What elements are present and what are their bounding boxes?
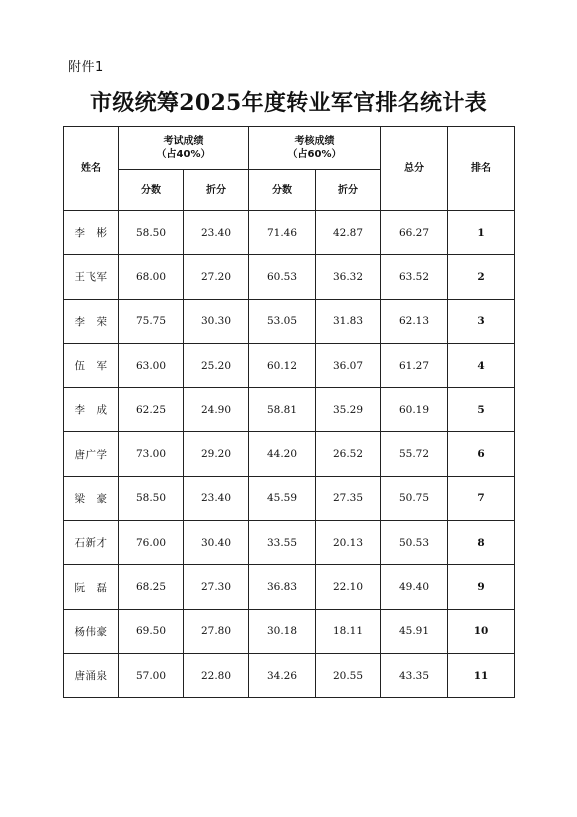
exam-weighted-cell: 27.20 [184,255,249,299]
rank-cell: 6 [448,432,515,476]
exam-score-cell: 76.00 [119,521,184,565]
exam-weighted-cell: 30.40 [184,521,249,565]
name-cell: 梁 豪 [64,476,119,520]
exam-weighted-cell: 29.20 [184,432,249,476]
table-row [64,521,515,565]
assess-score-cell: 30.18 [249,609,316,653]
exam-score-cell: 63.00 [119,343,184,387]
assess-score-cell: 36.83 [249,565,316,609]
exam-score-cell: 75.75 [119,299,184,343]
table-row [64,565,515,609]
assess-weighted-cell: 22.10 [316,565,381,609]
name-cell: 王飞军 [64,255,119,299]
table-row [64,653,515,697]
exam-weighted-cell: 24.90 [184,388,249,432]
rank-cell: 2 [448,255,515,299]
rank-cell: 4 [448,343,515,387]
rank-cell: 5 [448,388,515,432]
total-cell: 55.72 [381,432,448,476]
table-row [64,255,515,299]
total-cell: 43.35 [381,653,448,697]
assess-score-cell: 58.81 [249,388,316,432]
total-cell: 50.53 [381,521,448,565]
exam-weighted-cell: 30.30 [184,299,249,343]
exam-weighted-cell: 25.20 [184,343,249,387]
table-row [64,211,515,255]
assess-weighted-cell: 18.11 [316,609,381,653]
header-exam-weighted: 折分 [184,170,249,211]
assess-score-cell: 60.12 [249,343,316,387]
page-title: 市级统筹2025年度转业军官排名统计表 [90,90,487,116]
header-rank: 排名 [448,127,515,211]
exam-weighted-cell: 23.40 [184,476,249,520]
name-cell: 阮 磊 [64,565,119,609]
exam-weighted-cell: 22.80 [184,653,249,697]
total-cell: 63.52 [381,255,448,299]
assess-score-cell: 33.55 [249,521,316,565]
rank-cell: 8 [448,521,515,565]
table-row [64,476,515,520]
rank-cell: 10 [448,609,515,653]
total-cell: 50.75 [381,476,448,520]
assess-score-cell: 34.26 [249,653,316,697]
assess-weighted-cell: 20.13 [316,521,381,565]
header-exam-group [119,127,249,170]
header-total: 总分 [381,127,448,211]
assess-score-cell: 45.59 [249,476,316,520]
rank-cell: 11 [448,653,515,697]
exam-score-cell: 58.50 [119,476,184,520]
attachment-label: 附件1 [68,60,104,75]
total-cell: 45.91 [381,609,448,653]
assess-weighted-cell: 26.52 [316,432,381,476]
assess-weighted-cell: 20.55 [316,653,381,697]
name-cell: 石新才 [64,521,119,565]
rank-cell: 9 [448,565,515,609]
exam-weighted-cell: 23.40 [184,211,249,255]
name-cell: 杨伟豪 [64,609,119,653]
rank-cell: 3 [448,299,515,343]
exam-score-cell: 68.00 [119,255,184,299]
table-row [64,343,515,387]
header-assess-group [249,127,381,170]
header-assess-group-title: 考核成绩 [294,136,335,147]
header-exam-group-weight: （占40%） [156,149,211,160]
assess-score-cell: 60.53 [249,255,316,299]
header-exam-score: 分数 [119,170,184,211]
assess-weighted-cell: 36.07 [316,343,381,387]
exam-score-cell: 69.50 [119,609,184,653]
name-cell: 李 彬 [64,211,119,255]
table-body [64,211,515,698]
table-row [64,299,515,343]
exam-weighted-cell: 27.80 [184,609,249,653]
total-cell: 61.27 [381,343,448,387]
name-cell: 唐涌泉 [64,653,119,697]
exam-score-cell: 58.50 [119,211,184,255]
header-assess-weighted: 折分 [316,170,381,211]
assess-weighted-cell: 31.83 [316,299,381,343]
rank-cell: 7 [448,476,515,520]
assess-weighted-cell: 36.32 [316,255,381,299]
header-name: 姓名 [64,127,119,211]
name-cell: 伍 军 [64,343,119,387]
assess-weighted-cell: 35.29 [316,388,381,432]
exam-score-cell: 73.00 [119,432,184,476]
assess-weighted-cell: 42.87 [316,211,381,255]
rank-cell: 1 [448,211,515,255]
header-assess-score: 分数 [249,170,316,211]
name-cell: 李 成 [64,388,119,432]
exam-weighted-cell: 27.30 [184,565,249,609]
assess-score-cell: 44.20 [249,432,316,476]
table-row [64,388,515,432]
total-cell: 49.40 [381,565,448,609]
total-cell: 66.27 [381,211,448,255]
header-assess-group-weight: （占60%） [287,149,342,160]
ranking-table [63,126,515,698]
header-exam-group-title: 考试成绩 [163,136,204,147]
exam-score-cell: 57.00 [119,653,184,697]
total-cell: 62.13 [381,299,448,343]
total-cell: 60.19 [381,388,448,432]
table-row [64,609,515,653]
assess-weighted-cell: 27.35 [316,476,381,520]
exam-score-cell: 62.25 [119,388,184,432]
table-row [64,432,515,476]
name-cell: 李 荣 [64,299,119,343]
header-row-group [64,127,515,170]
assess-score-cell: 71.46 [249,211,316,255]
exam-score-cell: 68.25 [119,565,184,609]
name-cell: 唐广学 [64,432,119,476]
assess-score-cell: 53.05 [249,299,316,343]
